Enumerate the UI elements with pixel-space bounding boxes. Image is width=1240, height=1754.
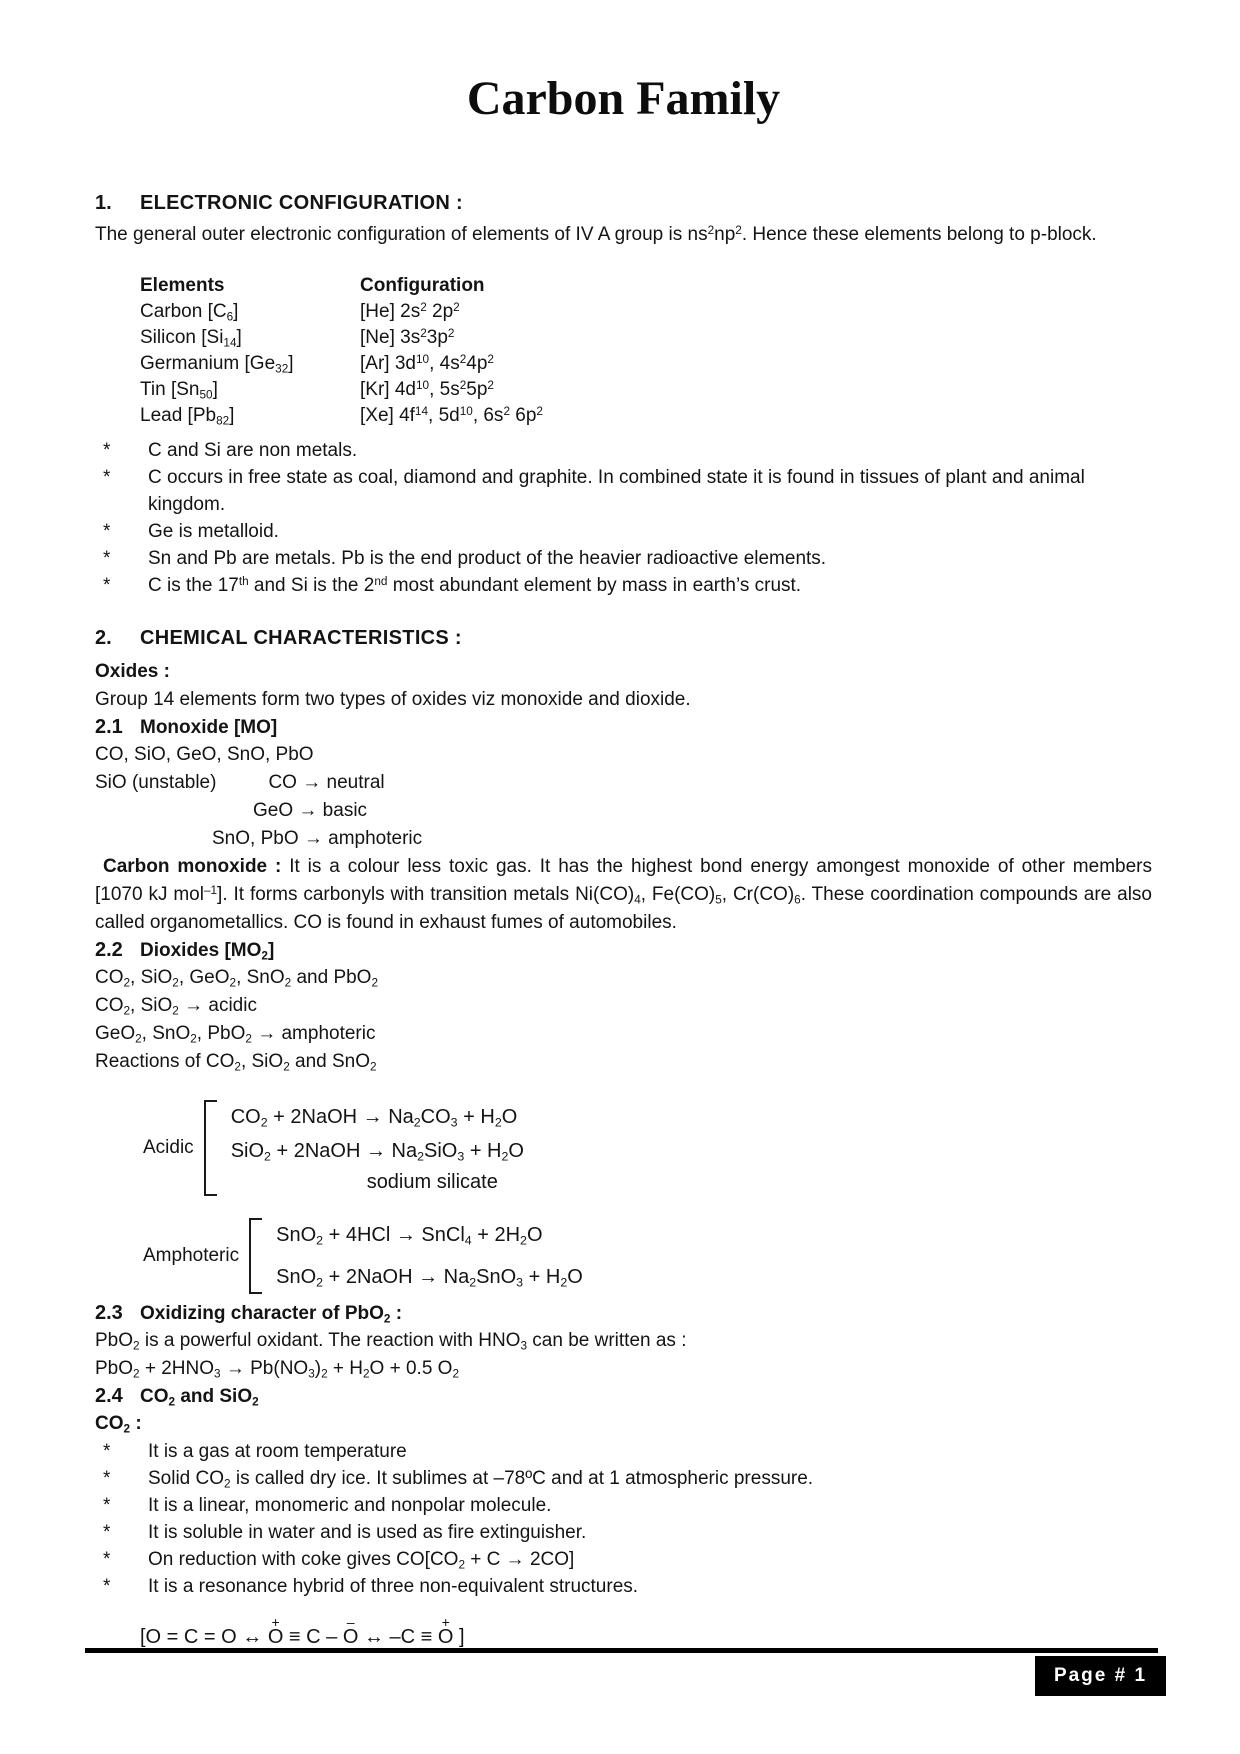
equation: $CO_2$ + 2NaOH → $Na_2CO_3 + H_2O$ [230,1106,518,1130]
monoxide-sio-line [95,769,1152,797]
section-2-1-number: 2.1 [95,716,123,738]
bullet-item [95,1465,1152,1492]
star-marker: * [103,440,111,461]
amphoteric-equation-group [143,1218,1152,1294]
configuration-cell: [Ne] $3s^23p^2$ [360,327,455,348]
equation: SiO$_2$ + 2NaOH → $Na_2SiO_3 + H_2O$ [230,1140,524,1164]
table-row [140,325,1152,351]
section-2-4-number: 2.4 [95,1385,123,1407]
bullet-item [95,572,1152,599]
bullet-text: Sn and Pb are metals. Pb is the end product of the heavier radioactive elements. [148,548,827,569]
co-neutral: CO → neutral [268,772,385,793]
element-cell: Germanium $[Ge_{32}]$ [140,353,294,376]
co2-resonance-structures: [O = C = O ↔ + O ≡ C – – O ↔ –C ≡ + O ] [140,1614,465,1648]
monoxide-list-line: CO, SiO, GeO, SnO, PbO [95,744,314,765]
sio-unstable-label: SiO (unstable) [95,772,217,793]
bullet-item [95,1546,1152,1573]
star-marker: * [103,521,111,542]
spacer [276,1252,583,1260]
pbo2-reaction-equation: $PbO_2 + 2HNO_3 \to Pb(NO_3)_2 + H_2O + 0.5$ $O_2$ [95,1358,459,1381]
dioxide-reactions-line: Reactions of $CO_2$, SiO$_2$ and SnO$_2$ [95,1051,377,1074]
sno-pbo-line [95,825,1152,853]
bullet-item [95,1492,1152,1519]
section-2-2-number: 2.2 [95,939,123,961]
element-cell: Lead $[Pb_{82}]$ [140,405,235,428]
dioxide-list-line: $CO_2$, SiO$_2$, GeO$_2$, SnO$_2$ and PbO$_2$ [95,967,379,990]
page-title: Carbon Family [466,72,781,125]
star-marker: * [103,575,111,596]
acidic-equation-group [143,1100,1152,1196]
carbon-monoxide-paragraph: Carbon monoxide : It is a colour less toxic gas. It has the highest bond energy amongest monoxide of other members [1070 kJ mol$^{-1}$]. It forms carbonyls with transition metals $Ni(CO)_4$, $Fe(CO)_5$, $Cr(CO)_6$. These coordination compounds are also called organometallics. CO is found in exhaust fumes of automobiles. [95,856,1152,933]
bullet-item [95,437,1152,464]
oxides-line: Group 14 elements form two types of oxides viz monoxide and dioxide. [95,689,691,710]
section-electronic-configuration [95,190,1152,599]
star-marker: * [103,1495,111,1516]
star-marker: * [103,1468,111,1489]
oxides-label: Oxides : [95,661,170,682]
section-1-intro: The general outer electronic configuration of elements of IV A group is $ns^2np^2$. Hence these elements belong to p-block. [95,224,1097,245]
page-number-badge: Page # 1 [1035,1656,1166,1696]
amphoteric-label: Amphoteric [143,1245,240,1266]
acidic-equations [231,1100,524,1196]
section-2-4-heading: $CO_2$ and SiO$_2$ [140,1386,259,1409]
section-2-heading-row [95,625,1152,652]
star-marker: * [103,1522,111,1543]
co2-bullet-list [95,1438,1152,1600]
bullet-text: It is a resonance hybrid of three non-equivalent structures. [148,1576,639,1597]
section-1-heading-row [95,190,1152,217]
configuration-cell: [He] $2s^2$ $2p^2$ [360,301,460,322]
bullet-item [95,1438,1152,1465]
star-marker: * [103,1549,111,1570]
table-row [140,351,1152,377]
section-chemical-characteristics [95,625,1152,1649]
section-2-number: 2. [95,627,112,649]
section-1-bullet-list [95,437,1152,599]
sno-pbo-amphoteric: SnO, PbO → amphoteric [212,828,423,849]
table-header-configuration: Configuration [360,275,485,296]
equation: SnO$_2$ + 4HCl → SnCl$_4$ + $2H_2O$ [276,1224,543,1248]
star-marker: * [103,548,111,569]
section-1-number: 1. [95,192,112,214]
bullet-item [95,1519,1152,1546]
bullet-text: C is the 17th and Si is the 2nd most abundant element by mass in earth’s crust. [148,575,802,596]
table-header-row [140,273,1152,299]
bullet-text: Ge is metalloid. [148,521,279,542]
dioxide-acidic-line: $CO_2$, SiO$_2$ → acidic [95,995,257,1018]
section-2-3-heading: Oxidizing character of PbO$_2$ : [140,1303,403,1326]
element-cell: Tin $[Sn_{50}]$ [140,379,218,402]
bullet-text: It is soluble in water and is used as fire extinguisher. [148,1522,587,1543]
section-2-3-heading-row [95,1300,1152,1327]
table-row [140,403,1152,429]
element-cell: Silicon $[Si_{14}]$ [140,327,242,350]
configuration-cell: [Xe] $4f^{14}$, $5d^{10}$, $6s^2$ $6p^2$ [360,405,543,426]
section-2-3-number: 2.3 [95,1302,123,1324]
geo-basic: GeO → basic [253,800,368,821]
section-2-2-heading-row [95,937,1152,964]
star-marker: * [103,1441,111,1462]
bullet-item [95,518,1152,545]
equation: SnO$_2$ + 2NaOH → $Na_2SnO_3 + H_2O$ [276,1266,583,1290]
bullet-text: It is a linear, monomeric and nonpolar molecule. [148,1495,552,1516]
acidic-label: Acidic [143,1137,194,1158]
section-2-1-heading-row [95,714,1152,741]
elements-configuration-table [140,273,1152,429]
bullet-text: It is a gas at room temperature [148,1441,407,1462]
pbo2-oxidant-line: PbO$_2$ is a powerful oxidant. The reaction with $HNO_3$ can be written as : [95,1330,687,1353]
bullet-item [95,1573,1152,1600]
sodium-silicate-note: sodium silicate [366,1171,498,1193]
section-2-2-heading: Dioxides $[MO_2]$ [140,940,275,963]
footer-rule [85,1648,1158,1653]
bullet-item [95,545,1152,572]
geo-basic-line [95,797,1152,825]
section-2-heading: CHEMICAL CHARACTERISTICS : [140,627,462,649]
table-header-elements: Elements [140,275,225,296]
table-row [140,299,1152,325]
co2-subheading: $CO_2$ : [95,1413,142,1436]
bullet-text: On reduction with coke gives $CO[CO_2 + C \to 2CO]$ [148,1549,575,1572]
configuration-cell: [Ar] $3d^{10}$, $4s^24p^2$ [360,353,494,374]
amphoteric-equations [276,1218,583,1294]
left-bracket-shape [249,1218,262,1294]
left-bracket-shape [204,1100,217,1196]
configuration-cell: [Kr] $4d^{10}$, $5s^25p^2$ [360,379,494,400]
table-row [140,377,1152,403]
section-2-4-heading-row [95,1383,1152,1410]
element-cell: Carbon $[C_6]$ [140,301,239,324]
star-marker: * [103,467,111,488]
section-1-heading: ELECTRONIC CONFIGURATION : [140,192,463,214]
bullet-item [95,464,1152,518]
dioxide-amphoteric-line: GeO$_2$, SnO$_2$, PbO$_2$ → amphoteric [95,1023,376,1046]
bullet-text: C occurs in free state as coal, diamond and graphite. In combined state it is found in tissues of plant and animal kingdom. [148,467,1085,515]
bullet-text: C and Si are non metals. [148,440,358,461]
section-2-1-heading: Monoxide [MO] [140,717,278,738]
bullet-text: Solid $CO_2$ is called dry ice. It sublimes at –78ºC and at 1 atmospheric pressure. [148,1468,814,1491]
star-marker: * [103,1576,111,1597]
